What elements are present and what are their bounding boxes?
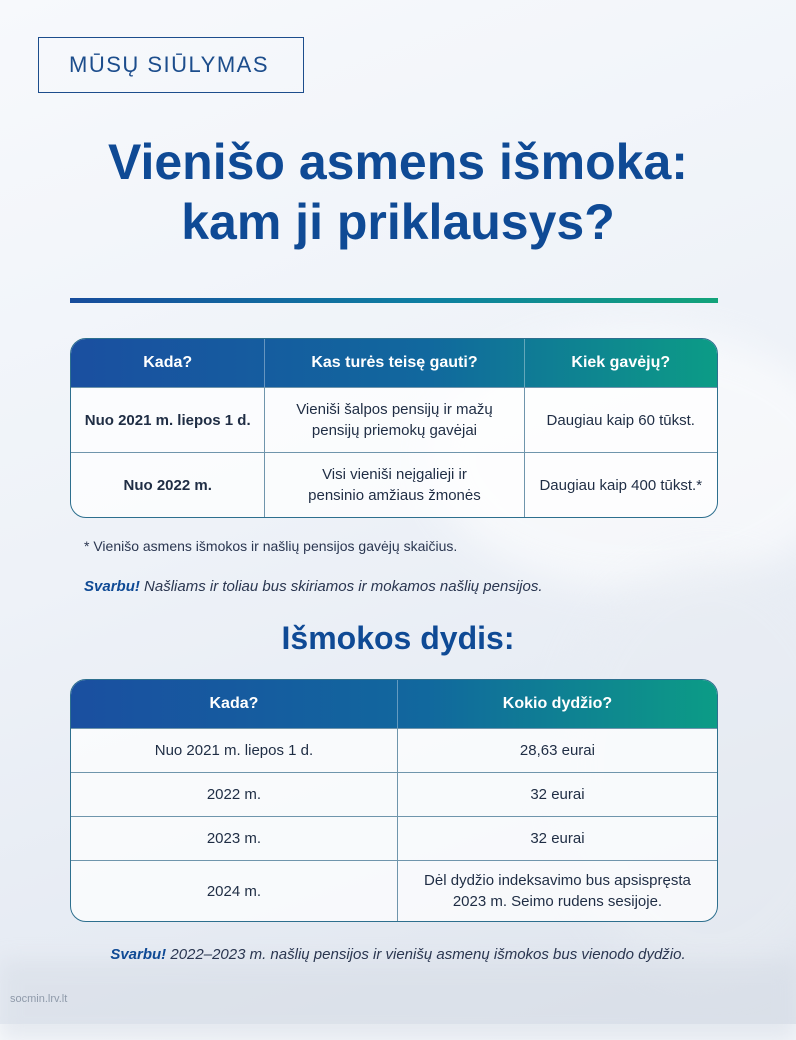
- footnote: * Vienišo asmens išmokos ir našlių pensijos gavėjų skaičius.: [84, 538, 458, 554]
- page-title: [0, 132, 796, 252]
- important-text: Našliams ir toliau bus skiriamos ir mokamos našlių pensijos.: [139, 578, 543, 595]
- title-line-2: kam ji priklausys?: [181, 194, 615, 250]
- title-line-1: Vienišo asmens išmoka:: [108, 134, 688, 190]
- cell-who-line-1: Visi vieniši neįgalieji ir: [322, 466, 467, 483]
- important-text: 2022–2023 m. našlių pensijos ir vienišų asmenų išmokos bus vienodo dydžio.: [166, 946, 686, 963]
- table-header-row: [71, 339, 717, 387]
- eligibility-table: [70, 338, 718, 518]
- cell-when: Nuo 2021 m. liepos 1 d.: [71, 728, 397, 772]
- cell-size-line-1: 32 eurai: [530, 830, 585, 847]
- table-row: [71, 816, 717, 860]
- cell-when: 2024 m.: [71, 860, 397, 921]
- cell-count: Daugiau kaip 400 tūkst.*: [524, 452, 717, 517]
- cell-when: Nuo 2022 m.: [71, 452, 264, 517]
- cell-who-line-2: pensinio amžiaus žmonės: [308, 487, 481, 504]
- cell-size-line-1: 28,63 eurai: [519, 742, 595, 759]
- source-url: socmin.lrv.lt: [10, 993, 68, 1005]
- background-blanket: [0, 960, 796, 1040]
- cell-who: [264, 387, 523, 452]
- column-header-who: Kas turės teisę gauti?: [264, 339, 523, 387]
- table-row: [71, 387, 717, 452]
- cell-when: Nuo 2021 m. liepos 1 d.: [71, 387, 264, 452]
- column-header-when: Kada?: [143, 354, 193, 371]
- column-header-when: Kada?: [209, 695, 259, 712]
- cell-size: [397, 816, 717, 860]
- table-header-row: [71, 680, 717, 728]
- important-label: Svarbu!: [110, 946, 167, 963]
- table-row: [71, 772, 717, 816]
- table-row: [71, 452, 717, 517]
- amount-table: [70, 679, 718, 922]
- section-tag: MŪSŲ SIŪLYMAS: [38, 37, 304, 93]
- important-note: [84, 578, 543, 595]
- cell-who-line-1: Vieniši šalpos pensijų ir mažų: [296, 401, 493, 418]
- cell-size-line-1: Dėl dydžio indeksavimo bus apsispręsta: [424, 872, 691, 889]
- gradient-divider: [70, 298, 718, 303]
- cell-who: [264, 452, 523, 517]
- cell-when: 2023 m.: [71, 816, 397, 860]
- cell-size: [397, 728, 717, 772]
- section-subtitle: Išmokos dydis:: [281, 620, 515, 656]
- cell-size-line-1: 32 eurai: [530, 786, 585, 803]
- table-row: [71, 728, 717, 772]
- cell-size: [397, 860, 717, 921]
- table-row: [71, 860, 717, 921]
- important-note-2: [0, 946, 796, 963]
- column-header-count: Kiek gavėjų?: [524, 339, 717, 387]
- cell-count: Daugiau kaip 60 tūkst.: [524, 387, 717, 452]
- important-label: Svarbu!: [84, 578, 140, 595]
- cell-size-line-2: 2023 m. Seimo rudens sesijoje.: [452, 893, 663, 910]
- cell-size: [397, 772, 717, 816]
- cell-when: 2022 m.: [71, 772, 397, 816]
- cell-who-line-2: pensijų priemokų gavėjai: [311, 422, 478, 439]
- column-header-size: Kokio dydžio?: [397, 680, 717, 728]
